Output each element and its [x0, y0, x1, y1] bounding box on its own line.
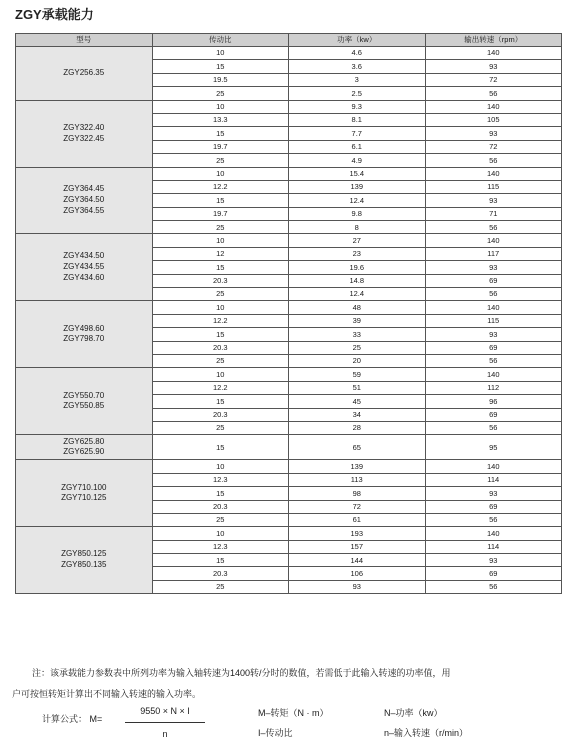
table-row	[16, 100, 562, 113]
model-cell	[16, 100, 153, 167]
header-model: 型号	[16, 34, 153, 47]
model-name: ZGY434.50	[63, 251, 105, 261]
speed-cell: 56	[425, 221, 562, 234]
power-cell: 20	[289, 354, 426, 367]
power-cell: 157	[289, 540, 426, 553]
ratio-cell: 13.3	[152, 113, 289, 126]
ratio-cell: 12.3	[152, 473, 289, 486]
ratio-cell: 25	[152, 87, 289, 100]
power-cell: 25	[289, 341, 426, 354]
power-cell: 39	[289, 314, 426, 327]
speed-cell: 140	[425, 47, 562, 60]
power-cell: 33	[289, 328, 426, 341]
ratio-cell: 12.3	[152, 540, 289, 553]
model-cell	[16, 368, 153, 435]
power-cell: 4.9	[289, 154, 426, 167]
ratio-cell: 10	[152, 301, 289, 314]
table-body	[16, 47, 562, 594]
speed-cell: 93	[425, 127, 562, 140]
ratio-cell: 12.2	[152, 314, 289, 327]
speed-cell: 140	[425, 301, 562, 314]
ratio-cell: 20.3	[152, 500, 289, 513]
ratio-cell: 25	[152, 354, 289, 367]
ratio-cell: 10	[152, 460, 289, 473]
speed-cell: 69	[425, 567, 562, 580]
power-cell: 9.3	[289, 100, 426, 113]
power-cell: 15.4	[289, 167, 426, 180]
power-cell: 139	[289, 460, 426, 473]
speed-cell: 140	[425, 527, 562, 540]
ratio-cell: 20.3	[152, 274, 289, 287]
model-name: ZGY850.125	[61, 549, 107, 559]
speed-cell: 93	[425, 554, 562, 567]
speed-cell: 140	[425, 234, 562, 247]
footnote	[12, 663, 562, 705]
table-row	[16, 167, 562, 180]
ratio-cell: 12	[152, 247, 289, 260]
power-cell: 65	[289, 435, 426, 460]
power-cell: 59	[289, 368, 426, 381]
power-cell: 12.4	[289, 288, 426, 301]
speed-cell: 114	[425, 473, 562, 486]
model-cell	[16, 47, 153, 101]
speed-cell: 93	[425, 328, 562, 341]
capacity-table	[15, 33, 562, 594]
power-cell: 51	[289, 381, 426, 394]
def-power: N–功率（kw）	[384, 708, 443, 718]
power-cell: 144	[289, 554, 426, 567]
model-cell	[16, 234, 153, 301]
def-ratio: I–传动比	[258, 728, 293, 738]
ratio-cell: 25	[152, 421, 289, 434]
model-name: ZGY710.125	[61, 493, 107, 503]
model-cell	[16, 460, 153, 527]
speed-cell: 72	[425, 73, 562, 86]
table-row	[16, 435, 562, 460]
power-cell: 45	[289, 395, 426, 408]
model-name: ZGY550.70	[63, 390, 105, 400]
speed-cell: 69	[425, 341, 562, 354]
model-name: ZGY710.100	[61, 482, 107, 492]
power-cell: 3.6	[289, 60, 426, 73]
table-row	[16, 460, 562, 473]
header-output-speed: 输出转速（rpm）	[425, 34, 562, 47]
speed-cell: 56	[425, 87, 562, 100]
speed-cell: 69	[425, 408, 562, 421]
ratio-cell: 10	[152, 368, 289, 381]
model-name: ZGY850.135	[61, 560, 107, 570]
ratio-cell: 12.2	[152, 381, 289, 394]
ratio-cell: 19.7	[152, 140, 289, 153]
table-row	[16, 234, 562, 247]
power-cell: 61	[289, 513, 426, 526]
ratio-cell: 10	[152, 100, 289, 113]
ratio-cell: 15	[152, 435, 289, 460]
ratio-cell: 10	[152, 47, 289, 60]
speed-cell: 115	[425, 180, 562, 193]
power-cell: 7.7	[289, 127, 426, 140]
speed-cell: 71	[425, 207, 562, 220]
power-cell: 34	[289, 408, 426, 421]
ratio-cell: 15	[152, 328, 289, 341]
power-cell: 4.6	[289, 47, 426, 60]
formula-fraction	[125, 706, 205, 739]
power-cell: 48	[289, 301, 426, 314]
ratio-cell: 15	[152, 60, 289, 73]
formula-denominator: n	[162, 729, 168, 739]
page-title: ZGY承载能力	[15, 7, 94, 22]
ratio-cell: 12.2	[152, 180, 289, 193]
speed-cell: 140	[425, 460, 562, 473]
table-row	[16, 301, 562, 314]
ratio-cell: 19.7	[152, 207, 289, 220]
speed-cell: 105	[425, 113, 562, 126]
model-cell	[16, 167, 153, 234]
power-cell: 98	[289, 487, 426, 500]
footnote-line-2: 户可按恒转矩计算出不同输入转速的输入功率。	[12, 689, 202, 699]
speed-cell: 112	[425, 381, 562, 394]
def-input-speed: n–输入转速（r/min）	[384, 728, 469, 738]
ratio-cell: 15	[152, 487, 289, 500]
ratio-cell: 25	[152, 513, 289, 526]
speed-cell: 140	[425, 368, 562, 381]
ratio-cell: 20.3	[152, 341, 289, 354]
fraction-bar	[125, 722, 205, 723]
speed-cell: 95	[425, 435, 562, 460]
speed-cell: 56	[425, 513, 562, 526]
speed-cell: 140	[425, 167, 562, 180]
speed-cell: 114	[425, 540, 562, 553]
speed-cell: 96	[425, 395, 562, 408]
model-name: ZGY625.80	[63, 436, 105, 446]
ratio-cell: 25	[152, 154, 289, 167]
speed-cell: 56	[425, 421, 562, 434]
model-name: ZGY364.50	[63, 195, 105, 205]
ratio-cell: 25	[152, 221, 289, 234]
model-name: ZGY364.45	[63, 184, 105, 194]
model-name: ZGY434.55	[63, 262, 105, 272]
power-cell: 12.4	[289, 194, 426, 207]
speed-cell: 56	[425, 354, 562, 367]
power-cell: 3	[289, 73, 426, 86]
ratio-cell: 10	[152, 527, 289, 540]
ratio-cell: 15	[152, 127, 289, 140]
table-header-row	[16, 34, 562, 47]
speed-cell: 93	[425, 194, 562, 207]
power-cell: 19.6	[289, 261, 426, 274]
power-cell: 23	[289, 247, 426, 260]
table-row	[16, 368, 562, 381]
model-name: ZGY322.45	[63, 133, 105, 143]
power-cell: 9.8	[289, 207, 426, 220]
power-cell: 28	[289, 421, 426, 434]
speed-cell: 69	[425, 274, 562, 287]
model-name: ZGY550.85	[63, 401, 105, 411]
model-name: ZGY498.60	[63, 323, 105, 333]
power-cell: 8.1	[289, 113, 426, 126]
model-name: ZGY364.55	[63, 205, 105, 215]
speed-cell: 117	[425, 247, 562, 260]
speed-cell: 140	[425, 100, 562, 113]
formula-block	[42, 706, 562, 742]
model-cell	[16, 435, 153, 460]
speed-cell: 56	[425, 154, 562, 167]
speed-cell: 115	[425, 314, 562, 327]
ratio-cell: 15	[152, 261, 289, 274]
ratio-cell: 10	[152, 234, 289, 247]
ratio-cell: 15	[152, 554, 289, 567]
formula-numerator: 9550 × N × I	[140, 706, 190, 716]
ratio-cell: 15	[152, 194, 289, 207]
ratio-cell: 19.5	[152, 73, 289, 86]
model-cell	[16, 527, 153, 594]
power-cell: 8	[289, 221, 426, 234]
model-name: ZGY798.70	[63, 334, 105, 344]
table-row	[16, 527, 562, 540]
speed-cell: 72	[425, 140, 562, 153]
ratio-cell: 25	[152, 580, 289, 593]
power-cell: 93	[289, 580, 426, 593]
power-cell: 72	[289, 500, 426, 513]
model-name: ZGY625.90	[63, 447, 105, 457]
ratio-cell: 15	[152, 395, 289, 408]
power-cell: 2.5	[289, 87, 426, 100]
speed-cell: 56	[425, 580, 562, 593]
power-cell: 113	[289, 473, 426, 486]
header-power: 功率（kw）	[289, 34, 426, 47]
speed-cell: 93	[425, 60, 562, 73]
ratio-cell: 25	[152, 288, 289, 301]
model-name: ZGY434.60	[63, 272, 105, 282]
model-name: ZGY256.35	[63, 67, 105, 77]
speed-cell: 56	[425, 288, 562, 301]
def-torque: M–转矩（N · m）	[258, 708, 329, 718]
header-ratio: 传动比	[152, 34, 289, 47]
model-cell	[16, 301, 153, 368]
table-row	[16, 47, 562, 60]
power-cell: 27	[289, 234, 426, 247]
power-cell: 193	[289, 527, 426, 540]
power-cell: 14.8	[289, 274, 426, 287]
power-cell: 139	[289, 180, 426, 193]
speed-cell: 93	[425, 487, 562, 500]
ratio-cell: 20.3	[152, 408, 289, 421]
formula-label: 计算公式： M=	[42, 714, 103, 724]
footnote-line-1: 注：该承载能力参数表中所列功率为输入轴转速为1400转/分时的数值，若需低于此输入转速的功率值，用	[32, 668, 451, 678]
power-cell: 6.1	[289, 140, 426, 153]
ratio-cell: 10	[152, 167, 289, 180]
speed-cell: 93	[425, 261, 562, 274]
ratio-cell: 20.3	[152, 567, 289, 580]
speed-cell: 69	[425, 500, 562, 513]
model-name: ZGY322.40	[63, 122, 105, 132]
power-cell: 106	[289, 567, 426, 580]
